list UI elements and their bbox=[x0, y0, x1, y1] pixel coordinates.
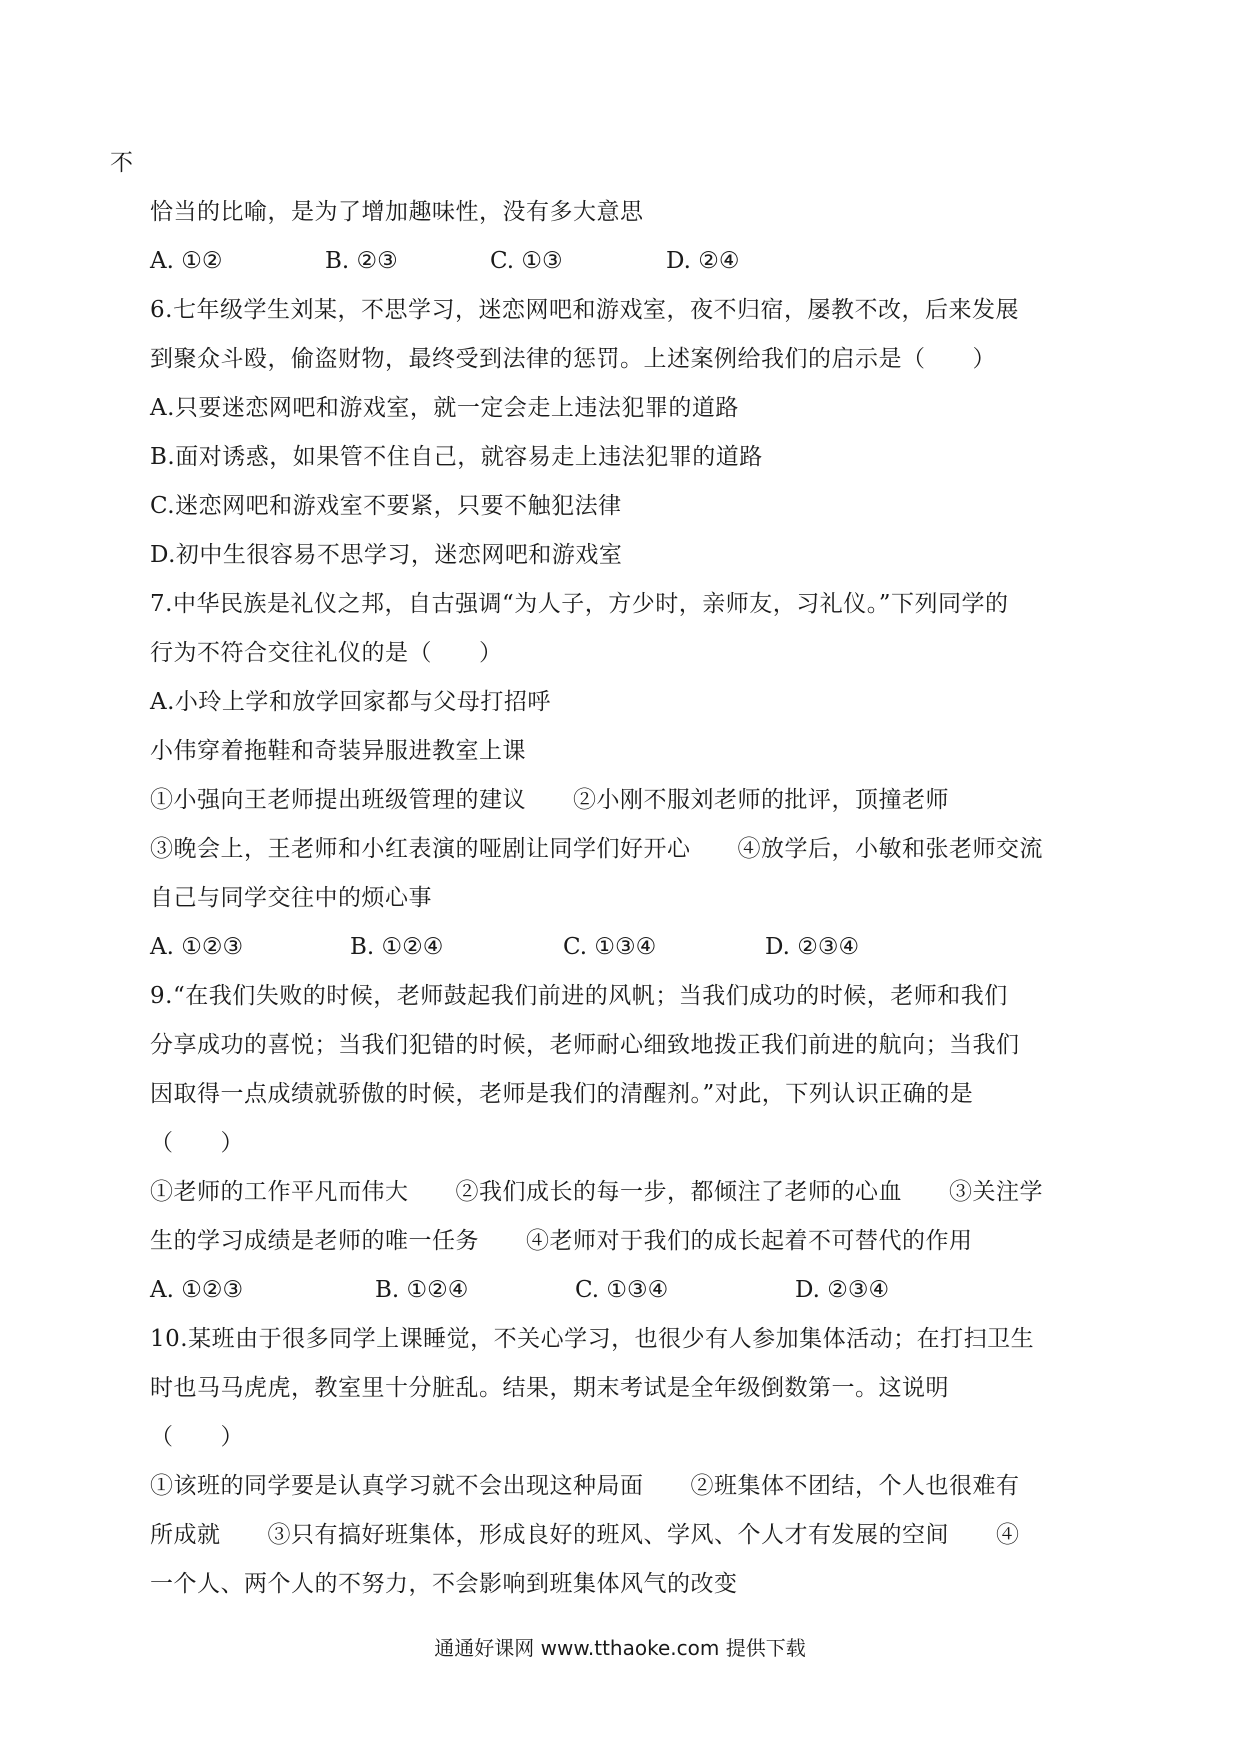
q7-option-a: A.小玲上学和放学回家都与父母打招呼 bbox=[150, 689, 551, 715]
q6-option-c: C.迷恋网吧和游戏室不要紧，只要不触犯法律 bbox=[150, 493, 622, 519]
q9-option-d: D. ②③④ bbox=[795, 1277, 890, 1303]
q6-option-d: D.初中生很容易不思学习，迷恋网吧和游戏室 bbox=[150, 542, 623, 568]
q6-option-b: B.面对诱惑，如果管不住自己，就容易走上违法犯罪的道路 bbox=[150, 444, 763, 470]
q7-stem-line-1: 7.中华民族是礼仪之邦，自古强调“为人子，方少时，亲师友，习礼仪。”下列同学的 bbox=[150, 591, 1009, 617]
q7-stem-line-2: 行为不符合交往礼仪的是（ ） bbox=[150, 640, 503, 666]
q6-option-a: A.只要迷恋网吧和游戏室，就一定会走上违法犯罪的道路 bbox=[150, 395, 739, 421]
q10-stem-line-1: 10.某班由于很多同学上课睡觉，不关心学习，也很少有人参加集体活动；在打扫卫生 bbox=[150, 1326, 1035, 1352]
q9-option-a: A. ①②③ bbox=[150, 1277, 244, 1303]
q8-option-c: C. ①③④ bbox=[563, 934, 657, 960]
q10-item-line-1: ①该班的同学要是认真学习就不会出现这种局面 ②班集体不团结，个人也很难有 bbox=[150, 1473, 1020, 1499]
page-footer: 通通好课网 www.tthaoke.com 提供下载 bbox=[434, 1636, 806, 1660]
q5-option-b: B. ②③ bbox=[325, 248, 398, 274]
text-line-continuation: 不 bbox=[110, 150, 134, 176]
q8-option-b: B. ①②④ bbox=[350, 934, 444, 960]
q9-stem-line-2: 分享成功的喜悦；当我们犯错的时候，老师耐心细致地拨正我们前进的航向；当我们 bbox=[150, 1032, 1020, 1058]
q9-stem-line-3: 因取得一点成绩就骄傲的时候，老师是我们的清醒剂。”对此，下列认识正确的是 bbox=[150, 1081, 974, 1107]
q5-option-a: A. ①② bbox=[150, 248, 223, 274]
q8-item-line-3: 自己与同学交往中的烦心事 bbox=[150, 885, 432, 911]
q10-stem-line-2: 时也马马虎虎，教室里十分脏乱。结果，期末考试是全年级倒数第一。这说明 bbox=[150, 1375, 949, 1401]
q9-item-line-1: ①老师的工作平凡而伟大 ②我们成长的每一步，都倾注了老师的心血 ③关注学 bbox=[150, 1179, 1043, 1205]
q9-option-c: C. ①③④ bbox=[575, 1277, 669, 1303]
q6-stem-line-1: 6.七年级学生刘某，不思学习，迷恋网吧和游戏室，夜不归宿，屡教不改，后来发展 bbox=[150, 297, 1019, 323]
q10-answer-blank: （ ） bbox=[150, 1424, 244, 1450]
q8-option-a: A. ①②③ bbox=[150, 934, 244, 960]
q5-option-c: C. ①③ bbox=[490, 248, 563, 274]
text-line-q5-end: 恰当的比喻，是为了增加趣味性，没有多大意思 bbox=[150, 199, 644, 225]
q6-stem-line-2: 到聚众斗殴，偷盗财物，最终受到法律的惩罚。上述案例给我们的启示是（ ） bbox=[150, 346, 996, 372]
q9-stem-line-1: 9.“在我们失败的时候，老师鼓起我们前进的风帆；当我们成功的时候，老师和我们 bbox=[150, 983, 1008, 1009]
q8-item-line-2: ③晚会上，王老师和小红表演的哑剧让同学们好开心 ④放学后，小敏和张老师交流 bbox=[150, 836, 1043, 862]
q9-option-b: B. ①②④ bbox=[375, 1277, 469, 1303]
q9-item-line-2: 生的学习成绩是老师的唯一任务 ④老师对于我们的成长起着不可替代的作用 bbox=[150, 1228, 973, 1254]
q5-option-d: D. ②④ bbox=[666, 248, 740, 274]
q8-option-d: D. ②③④ bbox=[765, 934, 860, 960]
q9-answer-blank: （ ） bbox=[150, 1130, 244, 1156]
q8-item-line-1: ①小强向王老师提出班级管理的建议 ②小刚不服刘老师的批评，顶撞老师 bbox=[150, 787, 949, 813]
q10-item-line-2: 所成就 ③只有搞好班集体，形成良好的班风、学风、个人才有发展的空间 ④ bbox=[150, 1522, 1020, 1548]
q7-option-b: 小伟穿着拖鞋和奇装异服进教室上课 bbox=[150, 738, 526, 764]
q10-item-line-3: 一个人、两个人的不努力，不会影响到班集体风气的改变 bbox=[150, 1571, 738, 1597]
